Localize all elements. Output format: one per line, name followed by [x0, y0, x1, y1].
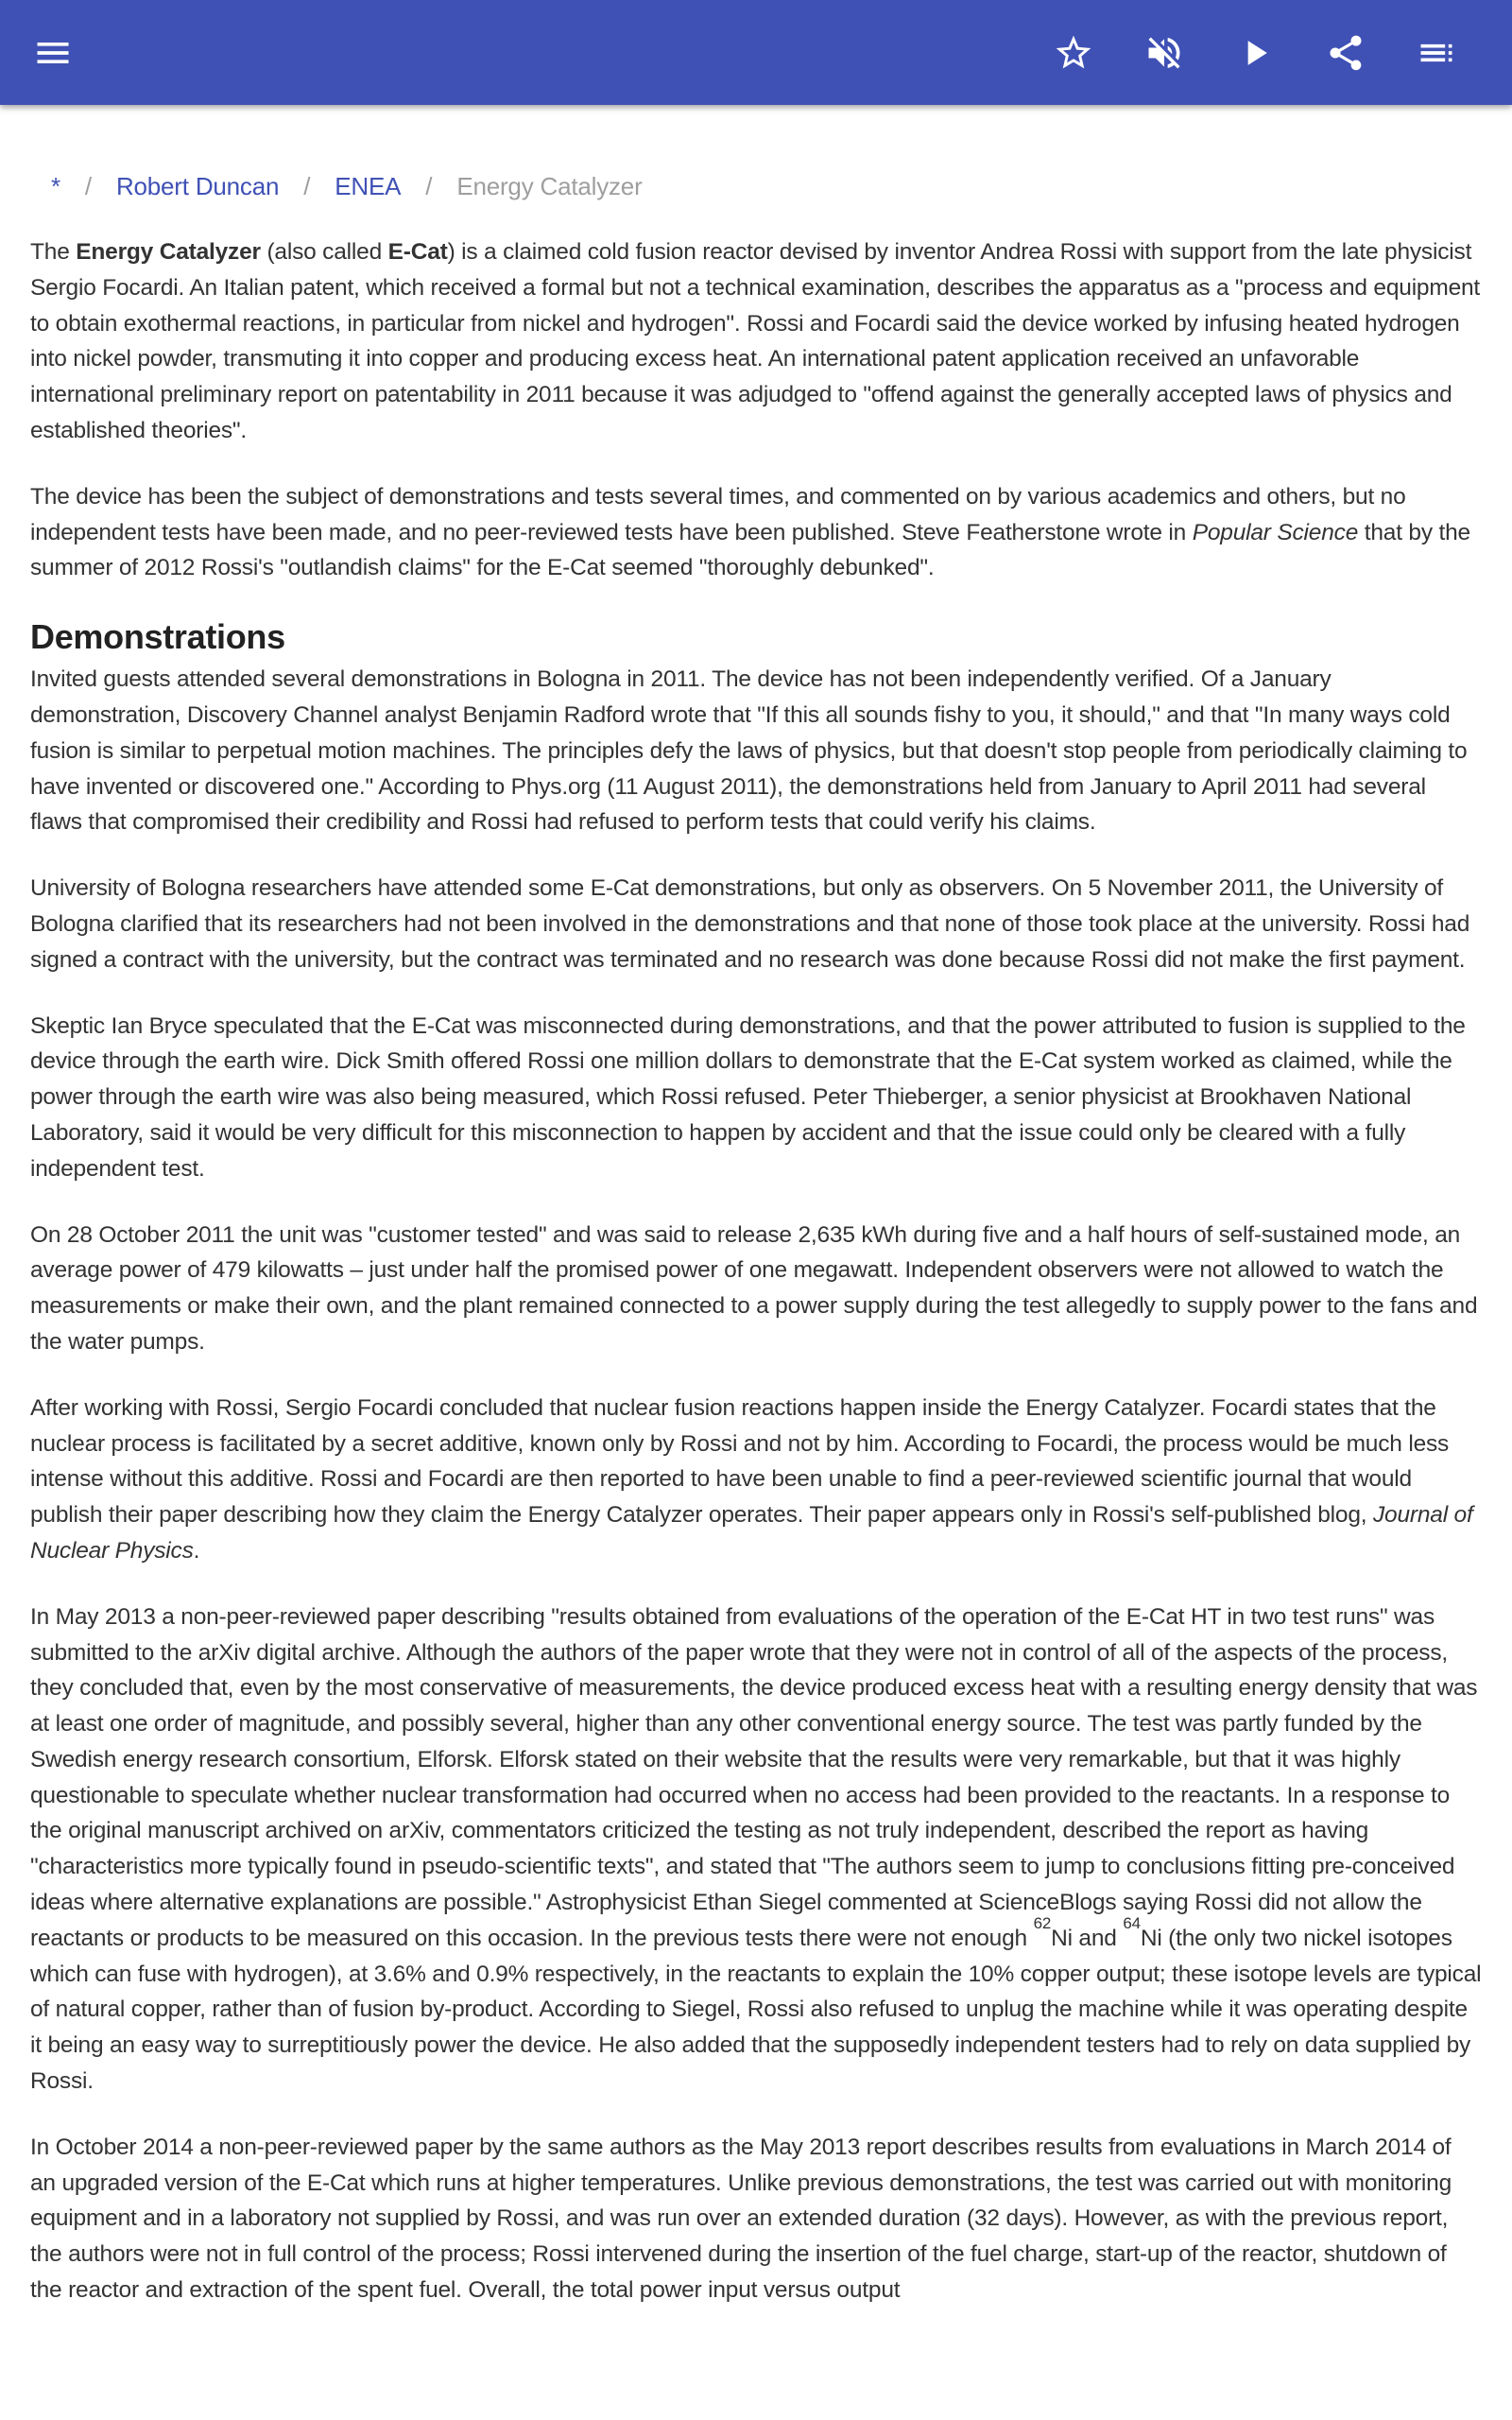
- play-icon: [1234, 32, 1276, 74]
- section-heading-demonstrations: Demonstrations: [30, 617, 285, 657]
- text: The device has been the subject of demonstrations and tests several times, and commented on by various academics and others, but no independent tests have been made, and no peer-reviewed tests have been published. Steve Featherstone wrote in: [30, 483, 1406, 545]
- demonstrations-paragraph-5: [30, 1391, 1482, 1569]
- breadcrumb-current: Energy Catalyzer: [456, 172, 643, 201]
- star-outline-icon: [1053, 32, 1094, 74]
- menu-button[interactable]: [26, 26, 79, 79]
- bold-term-e-cat: E-Cat: [387, 239, 448, 265]
- table-of-contents-button[interactable]: [1410, 26, 1463, 79]
- breadcrumb-link-robert-duncan[interactable]: Robert Duncan: [115, 172, 280, 201]
- breadcrumb: [51, 159, 1482, 216]
- italic-title-journal-of-nuclear-physics: Journal of Nuclear Physics: [30, 1502, 1473, 1564]
- breadcrumb-link-enea[interactable]: ENEA: [335, 172, 402, 201]
- bold-term-energy-catalyzer: Energy Catalyzer: [76, 239, 261, 265]
- breadcrumb-separator: /: [84, 172, 92, 201]
- text: Ni (the only two nickel isotopes which can fuse with hydrogen), at 3.6% and 0.9% respectively, in the reactants to explain the 10% copper output; these isotope levels are typical of natural copper, rather than of fusion by-product. According to Siegel, Rossi also refused to unplug the machine while it was operating despite it being an easy way to surreptitiously power the device. He also added that the supposedly independent testers had to rely on data supplied by Rossi.: [30, 1925, 1482, 2095]
- breadcrumb-home-link[interactable]: *: [51, 172, 60, 201]
- text: In May 2013 a non-peer-reviewed paper describing "results obtained from evaluations of the operation of the E-Cat HT in two test runs" was submitted to the arXiv digital archive. Although the authors of the paper wrote that they were not in control of all of the aspects of the process, they concluded that, even by the most conservative of measurements, the device produced excess heat with a resulting energy density that was at least one order of magnitude, and possibly several, higher than any other conventional energy source. The test was partly funded by the Swedish energy research consortium, Elforsk. Elforsk stated on their website that the results were very remarkable, but that it was highly questionable to speculate whether nuclear transformation had occurred when no access had been provided to the reactants. In a response to the original manuscript archived on arXiv, commentators criticized the testing as not truly independent, described the report as having "characteristics more typically found in pseudo-scientific texts", and stated that "The authors seem to jump to conclusions fitting pre-conceived ideas where alternative explanations are possible." Astrophysicist Ethan Siegel commented at ScienceBlogs saying Rossi did not allow the reactants or products to be measured on this occasion. In the previous tests there were not enough: [30, 1603, 1478, 1951]
- text: The: [30, 239, 77, 265]
- text: that by the summer of 2012 Rossi's "outlandish claims" for the E-Cat seemed "thoroughly debunked".: [30, 519, 1470, 581]
- share-button[interactable]: [1319, 26, 1372, 79]
- demonstrations-paragraph-3: Skeptic Ian Bryce speculated that the E-Cat was misconnected during demonstrations, and that the power attributed to fusion is supplied to the device through the earth wire. Dick Smith offered Rossi one million dollars to demonstrate that the E-Cat system worked as claimed, while the power through the earth wire was also being measured, which Rossi refused. Peter Thieberger, a senior physicist at Brookhaven National Laboratory, said it would be very difficult for this misconnection to happen by accident and that the issue could only be cleared with a fully independent test.: [30, 1012, 1466, 1182]
- demonstrations-paragraph-7: In October 2014 a non-peer-reviewed paper by the same authors as the May 2013 report describes results from evaluations in March 2014 of an upgraded version of the E-Cat which runs at higher temperatures. Unlike previous demonstrations, the test was carried out with monitoring equipment and in a laboratory not supplied by Rossi, and was run over an extended duration (32 days). However, as with the previous report, the authors were not in full control of the process; Rossi intervened during the insertion of the fuel charge, start-up of the reactor, shutdown of the reactor and extraction of the spent fuel. Overall, the total power input versus output: [30, 2134, 1452, 2304]
- text: After working with Rossi, Sergio Focardi concluded that nuclear fusion reactions happen inside the Energy Catalyzer. Focardi states that the nuclear process is facilitated by a secret additive, known only by Rossi and not by him. According to Focardi, the process would be much less intense without this additive. Rossi and Focardi are then reported to have been unable to find a peer-reviewed scientific journal that would publish their paper describing how they claim the Energy Catalyzer operates. Their paper appears only in Rossi's self-published blog,: [30, 1394, 1450, 1529]
- text: ) is a claimed cold fusion reactor devised by inventor Andrea Rossi with support from the late physicist Sergio Focardi. An Italian patent, which received a formal but not a technical examination, describes the apparatus as a "process and equipment to obtain exothermal reactions, in particular from nickel and hydrogen". Rossi and Focardi said the device worked by infusing heated hydrogen into nickel powder, transmuting it into copper and producing excess heat. An international patent application received an unfavorable international preliminary report on patentability in 2011 because it was adjudged to "offend against the generally accepted laws of physics and established theories".: [30, 239, 1481, 443]
- demonstrations-paragraph-4: On 28 October 2011 the unit was "customer tested" and was said to release 2,635 kWh during five and a half hours of self-sustained mode, an average power of 479 kilowatts – just under half the promised power of one megawatt. Independent observers were not allowed to watch the measurements or make their own, and the plant remained connected to a power supply during the test allegedly to supply power to the fans and the water pumps.: [30, 1221, 1478, 1355]
- intro-paragraph-2: [30, 479, 1482, 586]
- demonstrations-paragraph-1: Invited guests attended several demonstrations in Bologna in 2011. The device has not been independently verified. Of a January demonstration, Discovery Channel analyst Benjamin Radford wrote that "If this all sounds fishy to you, it should," and that "In many ways cold fusion is similar to perpetual motion machines. The principles defy the laws of physics, but that doesn't stop people from periodically claiming to have invented or discovered one." According to Phys.org (11 August 2011), the demonstrations held from January to April 2011 had several flaws that compromised their credibility and Rossi had refused to perform tests that could verify his claims.: [30, 666, 1468, 836]
- isotope-superscript: 64: [1123, 1913, 1141, 1932]
- menu-icon: [32, 32, 74, 74]
- play-button[interactable]: [1228, 26, 1281, 79]
- text: Ni and: [1051, 1925, 1124, 1951]
- text: (also called: [260, 239, 388, 265]
- isotope-superscript: 62: [1033, 1913, 1052, 1932]
- volume-off-icon: [1143, 32, 1185, 74]
- app-bar: [0, 0, 1512, 105]
- toc-list-icon: [1416, 32, 1457, 74]
- share-icon: [1325, 32, 1366, 74]
- breadcrumb-separator: /: [425, 172, 433, 201]
- breadcrumb-separator: /: [303, 172, 311, 201]
- italic-title-popular-science: Popular Science: [1192, 519, 1359, 545]
- intro-paragraph-1: [30, 234, 1482, 449]
- text: .: [193, 1537, 200, 1564]
- demonstrations-paragraph-6: [30, 1599, 1482, 2100]
- mute-button[interactable]: [1138, 26, 1191, 79]
- demonstrations-paragraph-2: University of Bologna researchers have attended some E-Cat demonstrations, but only as observers. On 5 November 2011, the University of Bologna clarified that its researchers had not been involved in the demonstrations and that none of those took place at the university. Rossi had signed a contract with the university, but the contract was terminated and no research was done because Rossi did not make the first payment.: [30, 875, 1470, 973]
- article-content: [30, 159, 1482, 2339]
- favorite-button[interactable]: [1047, 26, 1100, 79]
